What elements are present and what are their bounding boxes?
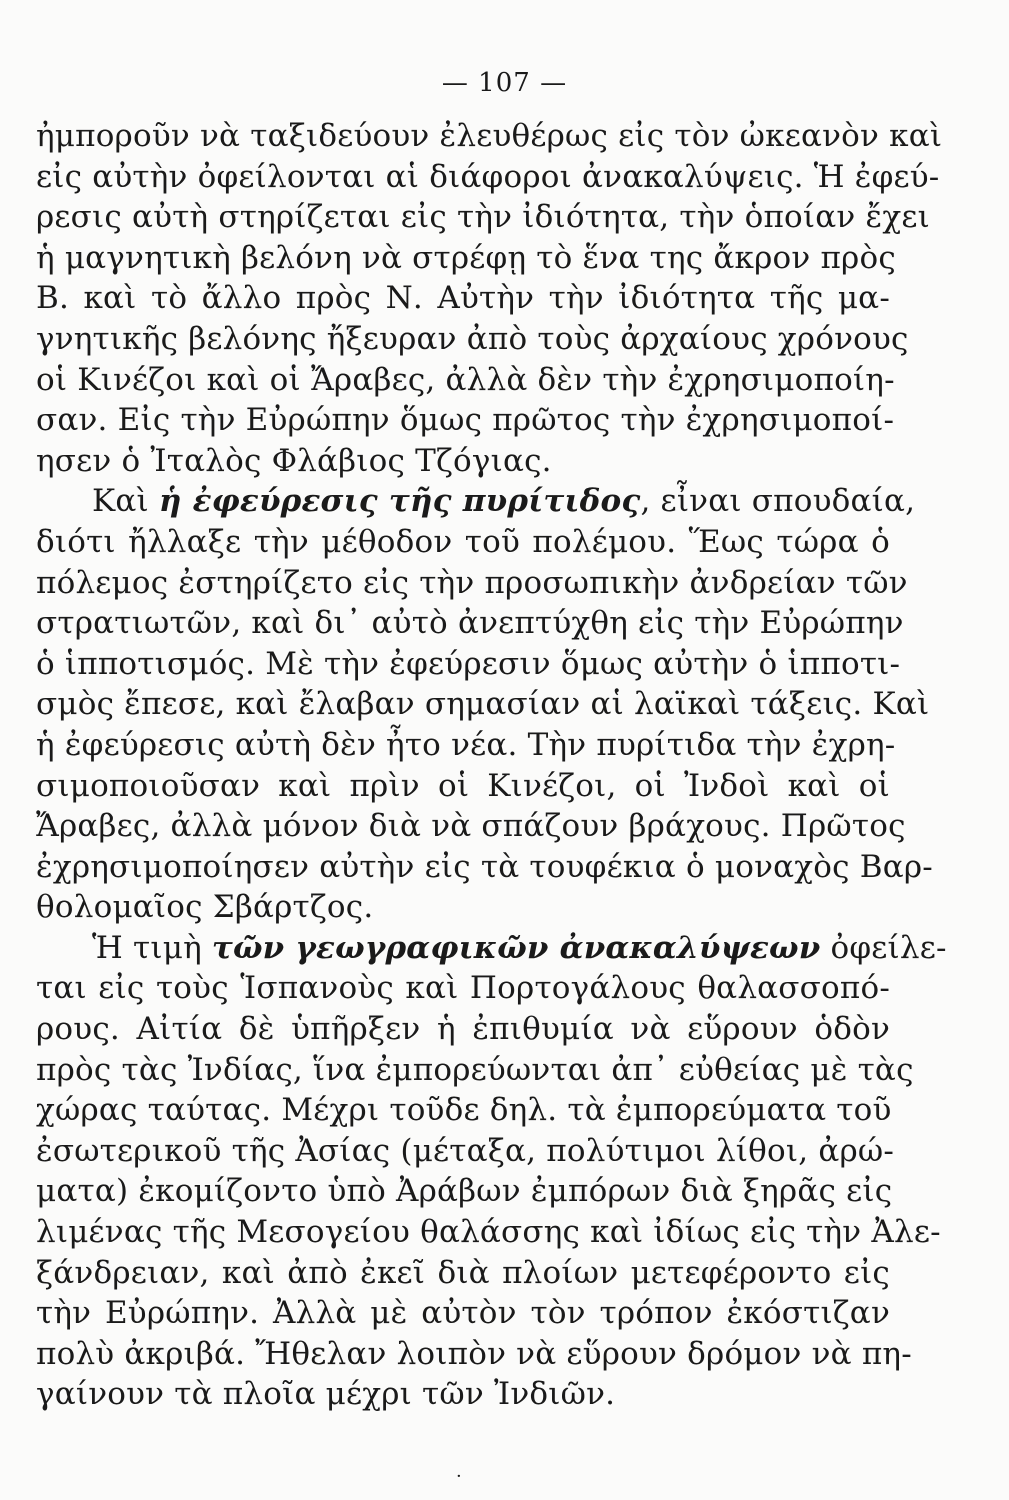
text-line: [36, 847, 933, 888]
line-text: ματα) ἐκομίζοντο ὑπὸ Ἀράβων ἐμπόρων διὰ ξηρᾶς εἰς: [36, 1173, 893, 1210]
text-line: [36, 684, 930, 725]
text-line: [36, 1131, 895, 1172]
text-line: [36, 968, 890, 1009]
line-text: γαίνουν τὰ πλοῖα μέχρι τῶν Ἰνδιῶν.: [36, 1376, 616, 1413]
line-text: ρεσις αὐτὴ στηρίζεται εἰς τὴν ἰδιότητα, τὴν ὁποίαν ἔχει: [36, 199, 930, 236]
line-text: τὴν Εὐρώπην. Ἀλλὰ μὲ αὐτὸν τὸν τρόπον ἐκόστιζαν: [36, 1295, 890, 1332]
line-text: Β. καὶ τὸ ἄλλο πρὸς Ν. Αὐτὴν τὴν ἰδιότητα τῆς μα-: [36, 280, 890, 317]
line-text: ησεν ὁ Ἰταλὸς Φλάβιος Τζόγιας.: [36, 442, 552, 479]
text-line: [36, 481, 916, 522]
line-text: ὀφείλε-: [820, 929, 947, 966]
line-text: Ἄραβες, ἀλλὰ μόνον διὰ νὰ σπάζουν βράχους. Πρῶτος: [36, 808, 906, 845]
text-line: [36, 441, 890, 482]
line-text: ἠμποροῦν νὰ ταξιδεύουν ἐλευθέρως εἰς τὸν ὠκεανὸν καὶ: [36, 118, 943, 154]
text-line: [36, 1050, 914, 1091]
line-text: σαν. Εἰς τὴν Εὐρώπην ὅμως πρῶτος τὴν ἐχρησιμοποί-: [36, 402, 895, 439]
text-line: [36, 1334, 912, 1375]
line-text: στρατιωτῶν, καὶ δι᾽ αὐτὸ ἀνεπτύχθη εἰς τὴν Εὐρώπην: [36, 605, 904, 642]
text-line: [36, 887, 890, 928]
text-line: [36, 603, 904, 644]
line-text: οἱ Κινέζοι καὶ οἱ Ἄραβες, ἀλλὰ δὲν τὴν ἐχρησιμοποίη-: [36, 361, 895, 398]
text-line: [36, 1171, 893, 1212]
line-text: θολομαῖος Σβάρτζος.: [36, 889, 374, 926]
text-line: [36, 1009, 890, 1050]
line-text: , εἶναι σπουδαία,: [640, 483, 916, 520]
line-text: διότι ἤλλαξε τὴν μέθοδον τοῦ πολέμου. Ἕως τώρα ὁ: [36, 523, 890, 560]
text-line: [36, 360, 895, 401]
text-line: [36, 1374, 890, 1415]
text-line: [36, 116, 943, 157]
line-text: ρους. Αἰτία δὲ ὑπῆρξεν ἡ ἐπιθυμία νὰ εὕρουν ὁδὸν: [36, 1011, 890, 1048]
text-line: [36, 1253, 890, 1294]
text-line: [36, 1090, 890, 1131]
text-line: [36, 238, 896, 279]
line-text: Καὶ: [92, 483, 159, 520]
text-line: [36, 644, 901, 685]
text-line: [36, 319, 909, 360]
body-text: [36, 116, 947, 1415]
page-number: — 107 —: [441, 68, 568, 98]
emphasized-phrase: ἡ ἐφεύρεσις τῆς πυρίτιδος: [158, 483, 641, 520]
text-line: [36, 278, 890, 319]
line-text: Ἡ τιμὴ: [92, 929, 212, 966]
line-text: ξάνδρειαν, καὶ ἀπὸ ἐκεῖ διὰ πλοίων μετεφέροντο εἰς: [36, 1254, 890, 1291]
text-line: [36, 928, 947, 969]
text-line: [36, 197, 930, 238]
line-text: σιμοποιοῦσαν καὶ πρὶν οἱ Κινέζοι, οἱ Ἰνδοὶ καὶ οἱ: [36, 767, 890, 804]
line-text: πρὸς τὰς Ἰνδίας, ἵνα ἐμπορεύωνται ἀπ᾽ εὐθείας μὲ τὰς: [36, 1051, 914, 1088]
text-line: [36, 400, 895, 441]
text-line: [36, 522, 890, 563]
text-line: [36, 1293, 890, 1334]
line-text: χώρας ταύτας. Μέχρι τοῦδε δηλ. τὰ ἐμπορεύματα τοῦ: [36, 1092, 892, 1129]
text-line: [36, 766, 890, 807]
text-line: [36, 157, 940, 198]
text-line: [36, 563, 908, 604]
emphasized-phrase: τῶν γεωγραφικῶν ἀνακαλύψεων: [211, 929, 821, 966]
line-text: ἐσωτερικοῦ τῆς Ἀσίας (μέταξα, πολύτιμοι λίθοι, ἀρώ-: [36, 1132, 895, 1169]
text-line: [36, 1212, 941, 1253]
line-text: ται εἰς τοὺς Ἱσπανοὺς καὶ Πορτογάλους θαλασσοπό-: [36, 970, 890, 1007]
line-text: λιμένας τῆς Μεσογείου θαλάσσης καὶ ἰδίως εἰς τὴν Ἀλε-: [36, 1214, 941, 1251]
text-line: [36, 725, 896, 766]
text-line: [36, 806, 906, 847]
line-text: πολὺ ἀκριβά. Ἤθελαν λοιπὸν νὰ εὕρουν δρόμον νὰ πη-: [36, 1335, 912, 1372]
line-text: ἡ ἐφεύρεσις αὐτὴ δὲν ἦτο νέα. Τὴν πυρίτιδα τὴν ἐχρη-: [36, 726, 896, 763]
printer-mark: ·: [456, 1466, 462, 1487]
line-text: ὁ ἱπποτισμός. Μὲ τὴν ἐφεύρεσιν ὅμως αὐτὴν ὁ ἱπποτι-: [36, 645, 901, 682]
line-text: γνητικῆς βελόνης ἤξευραν ἀπὸ τοὺς ἀρχαίους χρόνους: [36, 320, 909, 357]
line-text: πόλεμος ἐστηρίζετο εἰς τὴν προσωπικὴν ἀνδρείαν τῶν: [36, 564, 908, 601]
line-text: ἐχρησιμοποίησεν αὐτὴν εἰς τὰ τουφέκια ὁ μοναχὸς Βαρ-: [36, 848, 933, 885]
line-text: σμὸς ἔπεσε, καὶ ἔλαβαν σημασίαν αἱ λαϊκαὶ τάξεις. Καὶ: [36, 686, 930, 723]
line-text: εἰς αὐτὴν ὀφείλονται αἱ διάφοροι ἀνακαλύψεις. Ἡ ἐφεύ-: [36, 158, 940, 195]
line-text: ἡ μαγνητικὴ βελόνη νὰ στρέφῃ τὸ ἕνα της ἄκρον πρὸς: [36, 239, 896, 276]
